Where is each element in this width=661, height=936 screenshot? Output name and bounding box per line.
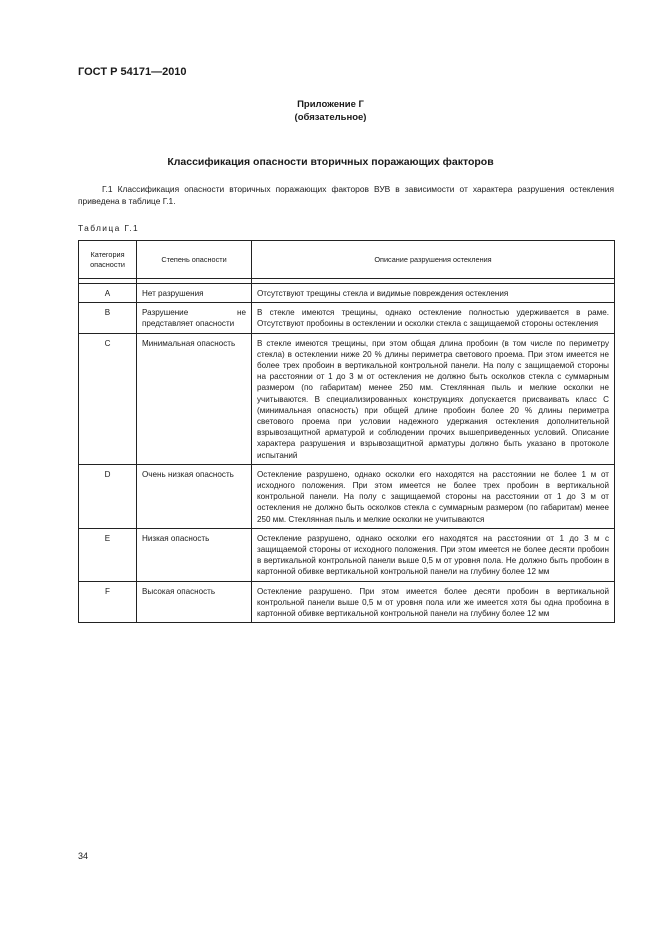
table-row bbox=[79, 464, 615, 528]
table-header-row bbox=[79, 241, 615, 279]
table-row bbox=[79, 303, 615, 333]
header-description: Описание разрушения остекления bbox=[252, 241, 615, 279]
row-degree: Нет разрушения bbox=[137, 284, 252, 303]
row-degree: Низкая опасность bbox=[137, 528, 252, 581]
header-degree: Степень опасности bbox=[137, 241, 252, 279]
table-caption: Таблица Г.1 bbox=[78, 223, 140, 233]
row-degree: Разрушение не представляет опасности bbox=[137, 303, 252, 333]
intro-paragraph: Г.1 Классификация опасности вторичных поражающих факторов ВУВ в зависимости от характера разрушения остекления приведена в таблице Г.1. bbox=[78, 184, 614, 206]
row-category: B bbox=[79, 303, 137, 333]
appendix-label: Приложение Г bbox=[297, 99, 364, 110]
row-description: В стекле имеются трещины, однако остекление полностью удерживается в раме. Отсутствуют пробоины в остеклении и осколки стекла с защищаемой стороны остекления bbox=[252, 303, 615, 333]
document-header: ГОСТ Р 54171—2010 bbox=[78, 66, 187, 78]
row-description: Остекление разрушено, однако осколки его находятся на расстоянии не более 1 м от исходного положения. При этом имеется не более трех пробоин в вертикальной контрольной панели. На полу с защищаемой стороны на расстоянии от 1 до 3 м от остекления не должно быть осколков стекла с суммарным размером (по габаритам) менее 250 мм. Стеклянная пыль и мелкие осколки не учитываются bbox=[252, 464, 615, 528]
appendix-heading bbox=[0, 98, 661, 124]
row-category: C bbox=[79, 333, 137, 464]
row-description: Отсутствуют трещины стекла и видимые повреждения остекления bbox=[252, 284, 615, 303]
row-category: D bbox=[79, 464, 137, 528]
header-category: Категория опасности bbox=[79, 241, 137, 279]
appendix-type: (обязательное) bbox=[294, 112, 367, 123]
row-description: Остекление разрушено. При этом имеется более десяти пробоин в вертикальной контрольной панели выше 0,5 м от уровня пола или же имеется хотя бы одна пробоина в картонной обивке вертикальной контрольной панели на глубину более 12 мм bbox=[252, 581, 615, 623]
table-row bbox=[79, 333, 615, 464]
section-title: Классификация опасности вторичных поражающих факторов bbox=[167, 156, 494, 168]
row-degree: Минимальная опасность bbox=[137, 333, 252, 464]
page-number: 34 bbox=[78, 851, 89, 861]
row-category: A bbox=[79, 284, 137, 303]
table-row bbox=[79, 528, 615, 581]
row-category: E bbox=[79, 528, 137, 581]
table-row bbox=[79, 284, 615, 303]
row-degree: Высокая опасность bbox=[137, 581, 252, 623]
table-row bbox=[79, 581, 615, 623]
row-description: В стекле имеются трещины, при этом общая длина пробоин (в том числе по периметру стекла) в остеклении ниже 20 % длины периметра светового проема. При этом имеется не более трех пробоин в вертикальной контрольной панели. На полу с защищаемой стороны на расстоянии от 1 до 3 м от остекления не должно быть осколков стекла с суммарным размером (по габаритам) менее 250 мм. Стеклянная пыль и мелкие осколки не учитываются. В специализированных конструкциях допускается присваивать класс С (минимальная опасность) при общей длине пробоин более 20 % длины периметра светового проема при условии надежного удержания остекления дополнительной взрывозащитной арматурой и соблюдении прочих вышеприведенных условий. Описание характера разрушения и взрывозащитной арматуры должно быть указано в протоколе испытаний bbox=[252, 333, 615, 464]
hazard-table bbox=[78, 240, 615, 623]
row-category: F bbox=[79, 581, 137, 623]
row-description: Остекление разрушено, однако осколки его находятся на расстоянии от 1 до 3 м с защищаемой стороны от исходного положения. При этом имеется не более десяти пробоин в вертикальной контрольной панели выше 0,5 м от уровня пола. Не должно быть пробоин в картонной обивке вертикальной контрольной панели на глубину более 12 мм bbox=[252, 528, 615, 581]
row-degree: Очень низкая опасность bbox=[137, 464, 252, 528]
